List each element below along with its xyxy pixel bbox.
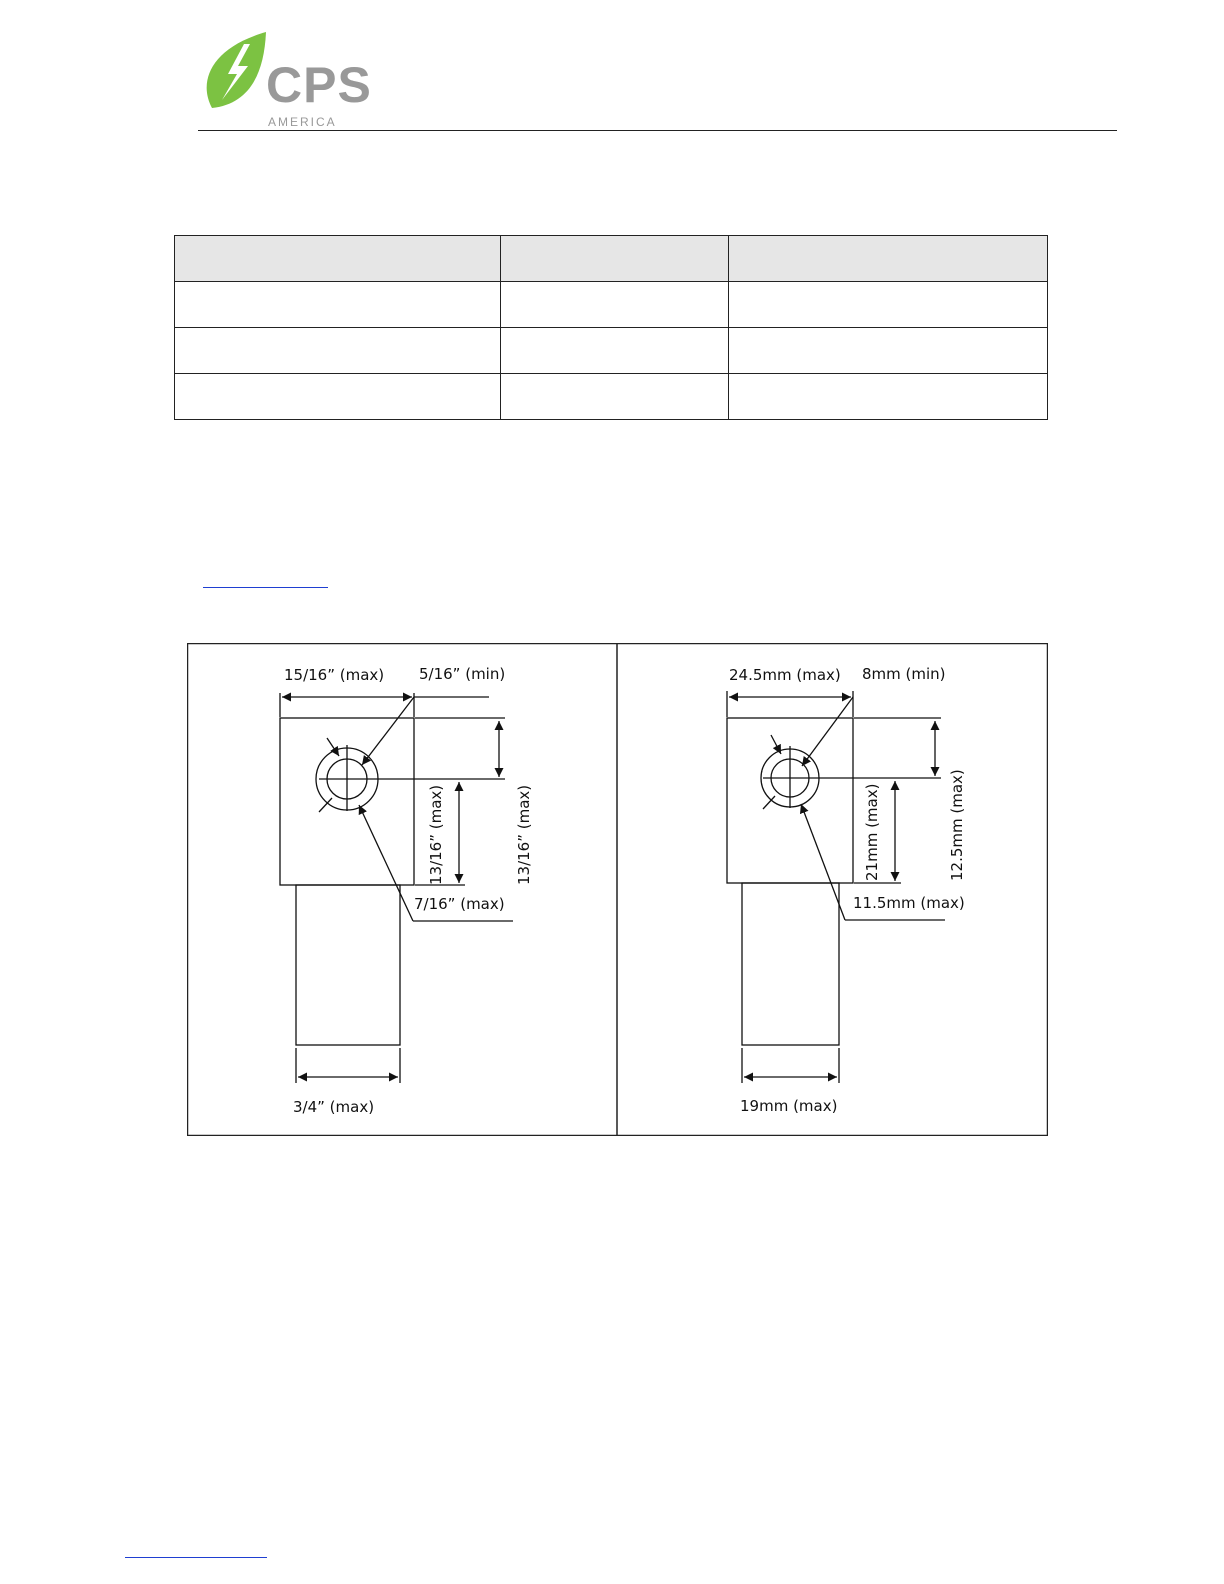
logo-subtext: AMERICA bbox=[268, 115, 337, 129]
metric-hole-margin-label: 8mm (min) bbox=[862, 665, 946, 683]
table-cell bbox=[175, 328, 501, 374]
table-row bbox=[175, 282, 1048, 328]
footer-hyperlink-underline[interactable] bbox=[125, 1557, 267, 1558]
table-cell bbox=[501, 282, 729, 328]
table-header-cell bbox=[501, 236, 729, 282]
metric-barrel-width-label: 19mm (max) bbox=[740, 1097, 838, 1115]
metric-center-to-bottom-label: 21mm (max) bbox=[863, 783, 881, 881]
table-cell bbox=[175, 374, 501, 420]
table-cell bbox=[729, 282, 1048, 328]
table-header-cell bbox=[175, 236, 501, 282]
table-row bbox=[175, 328, 1048, 374]
table-header-row bbox=[175, 236, 1048, 282]
imperial-overall-height-label: 13/16” (max) bbox=[515, 784, 533, 885]
lug-dimension-figure bbox=[187, 643, 1048, 1136]
hyperlink-underline[interactable] bbox=[203, 587, 328, 588]
imperial-barrel-width-label: 3/4” (max) bbox=[293, 1098, 375, 1116]
logo-text: CPS bbox=[266, 57, 372, 113]
metric-hole-diameter-label: 11.5mm (max) bbox=[853, 894, 965, 912]
imperial-center-to-bottom-label: 13/16” (max) bbox=[427, 784, 445, 885]
metric-top-width-label: 24.5mm (max) bbox=[729, 666, 841, 684]
table-row bbox=[175, 374, 1048, 420]
table-cell bbox=[729, 374, 1048, 420]
metric-drawing bbox=[727, 691, 945, 1083]
imperial-top-width-label: 15/16” (max) bbox=[284, 666, 385, 684]
imperial-hole-diameter-label: 7/16” (max) bbox=[414, 895, 505, 913]
table-cell bbox=[501, 374, 729, 420]
imperial-hole-margin-label: 5/16” (min) bbox=[419, 665, 506, 683]
table-cell bbox=[501, 328, 729, 374]
imperial-drawing bbox=[280, 693, 513, 1083]
table-cell bbox=[175, 282, 501, 328]
table-header-cell bbox=[729, 236, 1048, 282]
header-divider bbox=[198, 130, 1117, 131]
metric-overall-height-label: 12.5mm (max) bbox=[948, 769, 966, 881]
leaf-logo-icon bbox=[204, 30, 274, 114]
table-cell bbox=[729, 328, 1048, 374]
spec-table bbox=[174, 235, 1048, 420]
